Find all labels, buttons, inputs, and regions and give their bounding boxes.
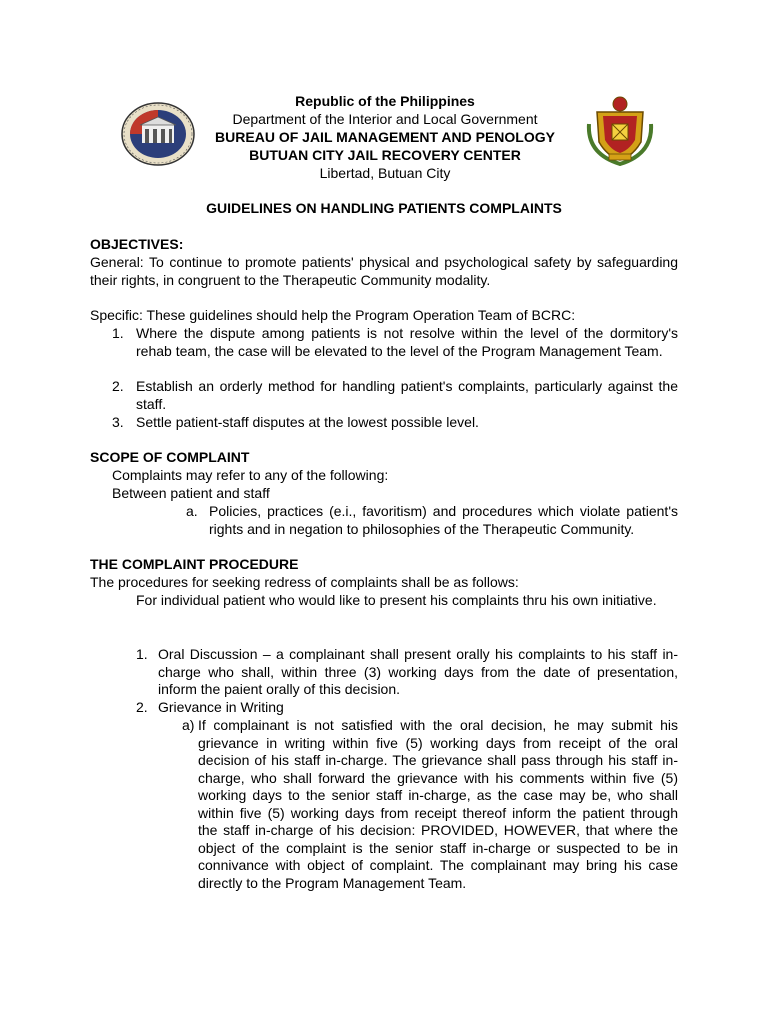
objective-item [112,414,678,432]
list-text: Grievance in Writing [158,699,284,715]
list-number: 2. [136,699,148,715]
list-text: Oral Discussion – a complainant shall present orally his complaints to his staff in-charge who shall, within three (3) working days from the date of presentation, inform the paient orally of this decision. [158,646,678,697]
list-number: a. [186,503,198,519]
list-text: Establish an orderly method for handling patient's complaints, particularly against the staff. [136,378,678,412]
objective-item [112,325,678,360]
list-number: 1. [112,325,124,341]
list-text: Where the dispute among patients is not resolve within the level of the dormitory's rehab team, the case will be elevated to the level of the Program Management Team. [136,325,678,359]
objectives-heading: OBJECTIVES: [90,236,184,252]
list-text: Settle patient-staff disputes at the lowest possible level. [136,414,479,430]
scope-line1: Complaints may refer to any of the following: [112,467,389,483]
header-department: Department of the Interior and Local Government [232,111,538,127]
list-number: 1. [136,646,148,662]
header-address: Libertad, Butuan City [319,165,451,181]
list-text: Policies, practices (e.i., favoritism) and procedures which violate patient's rights and in negation to philosophies of the Therapeutic Community. [209,503,678,537]
procedure-item [136,646,678,699]
objective-item [112,378,678,413]
list-number: a) [182,717,195,733]
letterhead [150,92,620,182]
header-bureau: BUREAU OF JAIL MANAGEMENT AND PENOLOGY [215,129,555,145]
procedure-item [136,699,678,717]
header-center: BUTUAN CITY JAIL RECOVERY CENTER [249,147,521,163]
procedure-subitem [182,717,678,892]
objectives-specific: Specific: These guidelines should help the Program Operation Team of BCRC: [90,307,576,323]
document-title: GUIDELINES ON HANDLING PATIENTS COMPLAINTS [206,200,562,216]
scope-heading: SCOPE OF COMPLAINT [90,449,250,465]
scope-item [186,503,678,538]
header-republic: Republic of the Philippines [295,93,475,109]
list-number: 2. [112,378,124,394]
objectives-general: General: To continue to promote patients' physical and psychological safety by safeguarding their rights, in congruent to the Therapeutic Community modality. [90,254,678,288]
list-number: 3. [112,414,124,430]
procedure-heading: THE COMPLAINT PROCEDURE [90,556,299,572]
scope-line2: Between patient and staff [112,485,270,501]
procedure-individual: For individual patient who would like to present his complaints thru his own initiative. [136,592,657,608]
procedure-intro: The procedures for seeking redress of complaints shall be as follows: [90,574,519,590]
list-text: If complainant is not satisfied with the oral decision, he may submit his grievance in writing within five (5) working days from receipt of the oral decision of his staff in-charge. The grievance shall pass through his staff in-charge, who shall forward the grievance with his comments within five (5) working days to the senior staff in-charge, as the case may be, who shall within five (5) working days from receipt thereof inform the patient through the staff in-charge of his decision: PROVIDED, HOWEVER, that where the object of the complaint is the senior staff in-charge or suspected to be in connivance with object of complaint. The complainant may bring his case directly to the Program Management Team. [198,717,678,891]
